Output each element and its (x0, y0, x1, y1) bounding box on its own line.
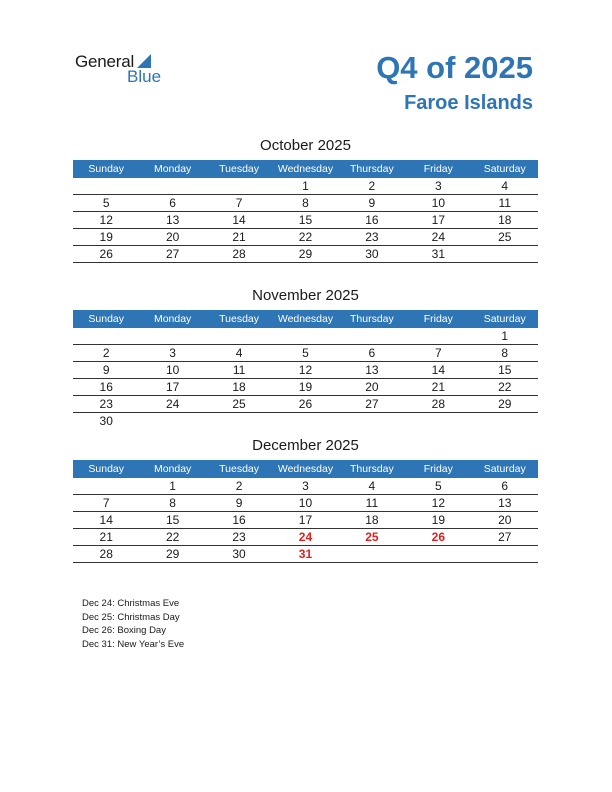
day-cell: 1 (169, 479, 176, 493)
day-cell: 3 (169, 346, 176, 360)
empty-day-cell (206, 328, 272, 344)
day-cell: 11 (498, 196, 511, 210)
day-cell: 27 (498, 530, 512, 544)
day-cell: 14 (431, 363, 445, 377)
day-cell: 8 (501, 346, 509, 360)
day-cell: 24 (165, 397, 180, 411)
weekday-label: Monday (153, 313, 192, 325)
day-cell: 11 (232, 363, 246, 377)
day-cell: 22 (298, 230, 313, 244)
empty-day-cell (472, 546, 538, 562)
weekday-label: Saturday (483, 313, 526, 325)
day-cell: 10 (431, 196, 445, 210)
month-title: November 2025 (252, 287, 359, 304)
empty-day-cell (339, 413, 405, 430)
day-cell: 21 (99, 530, 113, 544)
empty-day-cell (139, 328, 205, 344)
day-cell: 3 (434, 179, 442, 193)
holiday-note: Dec 31: New Year’s Eve (82, 638, 185, 650)
day-cell: 13 (498, 496, 512, 510)
day-cell: 31 (431, 247, 445, 261)
weekday-label: Friday (423, 463, 453, 475)
weekday-header (73, 310, 538, 328)
week-row (73, 328, 538, 345)
weekday-label: Wednesday (277, 463, 334, 475)
day-cell: 20 (498, 513, 512, 527)
week-row (73, 362, 538, 379)
day-cell: 24 (431, 230, 445, 244)
empty-day-cell (472, 413, 538, 430)
day-cell: 5 (102, 196, 110, 210)
holiday-note: Dec 26: Boxing Day (82, 625, 166, 636)
day-cell: 18 (498, 213, 512, 227)
day-cell: 29 (498, 397, 512, 411)
day-cell: 6 (169, 196, 176, 210)
day-cell: 28 (232, 247, 246, 261)
logo (75, 52, 175, 88)
logo-general-text: General (75, 52, 135, 71)
day-cell: 12 (298, 363, 313, 377)
holiday-note: Dec 25: Christmas Day (82, 611, 180, 623)
day-cell: 31 (298, 547, 313, 561)
week-row (73, 529, 538, 546)
holiday-notes (82, 597, 184, 651)
empty-day-cell (339, 328, 405, 344)
weekday-label: Saturday (483, 163, 526, 175)
month-title: December 2025 (252, 437, 359, 454)
weekday-header (73, 160, 538, 178)
day-cell: 2 (102, 346, 110, 360)
weekday-header (73, 460, 538, 478)
day-cell: 12 (99, 213, 113, 227)
week-row (73, 195, 538, 212)
day-cell: 19 (431, 513, 445, 527)
day-cell: 6 (368, 346, 376, 360)
day-cell: 30 (99, 414, 113, 428)
day-cell: 16 (99, 380, 113, 394)
day-cell: 7 (434, 346, 442, 360)
day-cell: 20 (165, 230, 180, 244)
month-november (73, 288, 538, 430)
empty-day-cell (405, 328, 471, 344)
empty-day-cell (272, 328, 338, 344)
week-row (73, 396, 538, 413)
week-row (73, 212, 538, 229)
page-title: Q4 of 2025 (376, 50, 533, 85)
day-cell: 27 (365, 397, 379, 411)
day-cell: 29 (165, 547, 180, 561)
day-cell: 23 (99, 397, 113, 411)
day-cell: 19 (298, 380, 313, 394)
day-cell: 24 (298, 530, 313, 544)
weekday-label: Tuesday (219, 463, 259, 475)
weekday-label: Friday (423, 163, 453, 175)
day-cell: 28 (99, 547, 113, 561)
week-row (73, 512, 538, 529)
empty-day-cell (339, 546, 405, 562)
day-cell: 10 (298, 496, 313, 510)
day-cell: 15 (498, 363, 512, 377)
month-december (73, 438, 538, 563)
day-cell: 1 (501, 329, 509, 343)
day-cell: 16 (365, 213, 379, 227)
day-cell: 28 (431, 397, 445, 411)
day-cell: 17 (165, 380, 180, 394)
day-cell: 9 (368, 196, 376, 210)
day-cell: 14 (232, 213, 246, 227)
day-cell: 8 (169, 496, 176, 510)
weekday-label: Monday (153, 463, 192, 475)
logo-flag-icon (137, 54, 151, 68)
empty-day-cell (73, 328, 139, 344)
day-cell: 26 (99, 247, 113, 261)
day-cell: 26 (298, 397, 313, 411)
week-row (73, 546, 538, 563)
country-subtitle: Faroe Islands (404, 92, 533, 114)
weekday-label: Sunday (88, 163, 125, 175)
weekday-label: Thursday (350, 163, 394, 175)
day-cell: 13 (365, 363, 379, 377)
weekday-label: Thursday (350, 313, 394, 325)
day-cell: 2 (235, 479, 243, 493)
empty-day-cell (405, 413, 471, 430)
day-cell: 7 (235, 196, 243, 210)
day-cell: 15 (298, 213, 313, 227)
empty-day-cell (472, 246, 538, 262)
day-cell: 1 (302, 179, 309, 193)
day-cell: 12 (431, 496, 445, 510)
weekday-label: Tuesday (219, 163, 259, 175)
day-cell: 18 (365, 513, 379, 527)
day-cell: 30 (365, 247, 379, 261)
day-cell: 18 (232, 380, 246, 394)
day-cell: 17 (431, 213, 445, 227)
week-row (73, 178, 538, 195)
weekday-label: Wednesday (277, 163, 334, 175)
holiday-note: Dec 24: Christmas Eve (82, 598, 180, 609)
logo-blue-text: Blue (127, 67, 162, 86)
week-row (73, 246, 538, 263)
week-row (73, 413, 538, 430)
day-cell: 30 (232, 547, 246, 561)
day-cell: 10 (165, 363, 180, 377)
day-cell: 22 (165, 530, 180, 544)
day-cell: 13 (165, 213, 180, 227)
day-cell: 16 (232, 513, 246, 527)
week-row (73, 229, 538, 246)
weekday-label: Sunday (88, 463, 125, 475)
day-cell: 5 (302, 346, 309, 360)
day-cell: 11 (365, 496, 379, 510)
day-cell: 17 (298, 513, 313, 527)
day-cell: 4 (235, 346, 243, 360)
week-row (73, 345, 538, 362)
weekday-label: Tuesday (219, 313, 259, 325)
day-cell: 27 (165, 247, 180, 261)
day-cell: 2 (368, 179, 376, 193)
day-cell: 9 (102, 363, 110, 377)
empty-day-cell (73, 478, 139, 494)
day-cell: 29 (298, 247, 313, 261)
empty-day-cell (139, 178, 205, 194)
month-title: October 2025 (260, 137, 351, 154)
day-cell: 25 (365, 530, 379, 544)
empty-day-cell (73, 178, 139, 194)
day-cell: 21 (431, 380, 445, 394)
day-cell: 14 (99, 513, 113, 527)
day-cell: 23 (365, 230, 379, 244)
week-row (73, 379, 538, 396)
weekday-label: Wednesday (277, 313, 334, 325)
day-cell: 7 (102, 496, 110, 510)
empty-day-cell (206, 178, 272, 194)
empty-day-cell (272, 413, 338, 430)
day-cell: 20 (365, 380, 379, 394)
weekday-label: Monday (153, 163, 192, 175)
day-cell: 3 (302, 479, 309, 493)
weekday-label: Friday (423, 313, 453, 325)
empty-day-cell (405, 546, 471, 562)
weekday-label: Thursday (350, 463, 394, 475)
day-cell: 26 (431, 530, 445, 544)
day-cell: 8 (302, 196, 309, 210)
day-cell: 21 (232, 230, 246, 244)
weekday-label: Saturday (483, 463, 526, 475)
day-cell: 15 (165, 513, 180, 527)
day-cell: 4 (501, 179, 509, 193)
empty-day-cell (206, 413, 272, 430)
day-cell: 9 (235, 496, 243, 510)
week-row (73, 495, 538, 512)
day-cell: 5 (434, 479, 442, 493)
day-cell: 4 (368, 479, 376, 493)
weekday-label: Sunday (88, 313, 125, 325)
day-cell: 19 (99, 230, 113, 244)
day-cell: 25 (232, 397, 246, 411)
day-cell: 6 (501, 479, 509, 493)
month-october (73, 138, 538, 263)
day-cell: 22 (498, 380, 512, 394)
day-cell: 23 (232, 530, 246, 544)
empty-day-cell (139, 413, 205, 430)
day-cell: 25 (498, 230, 512, 244)
week-row (73, 478, 538, 495)
